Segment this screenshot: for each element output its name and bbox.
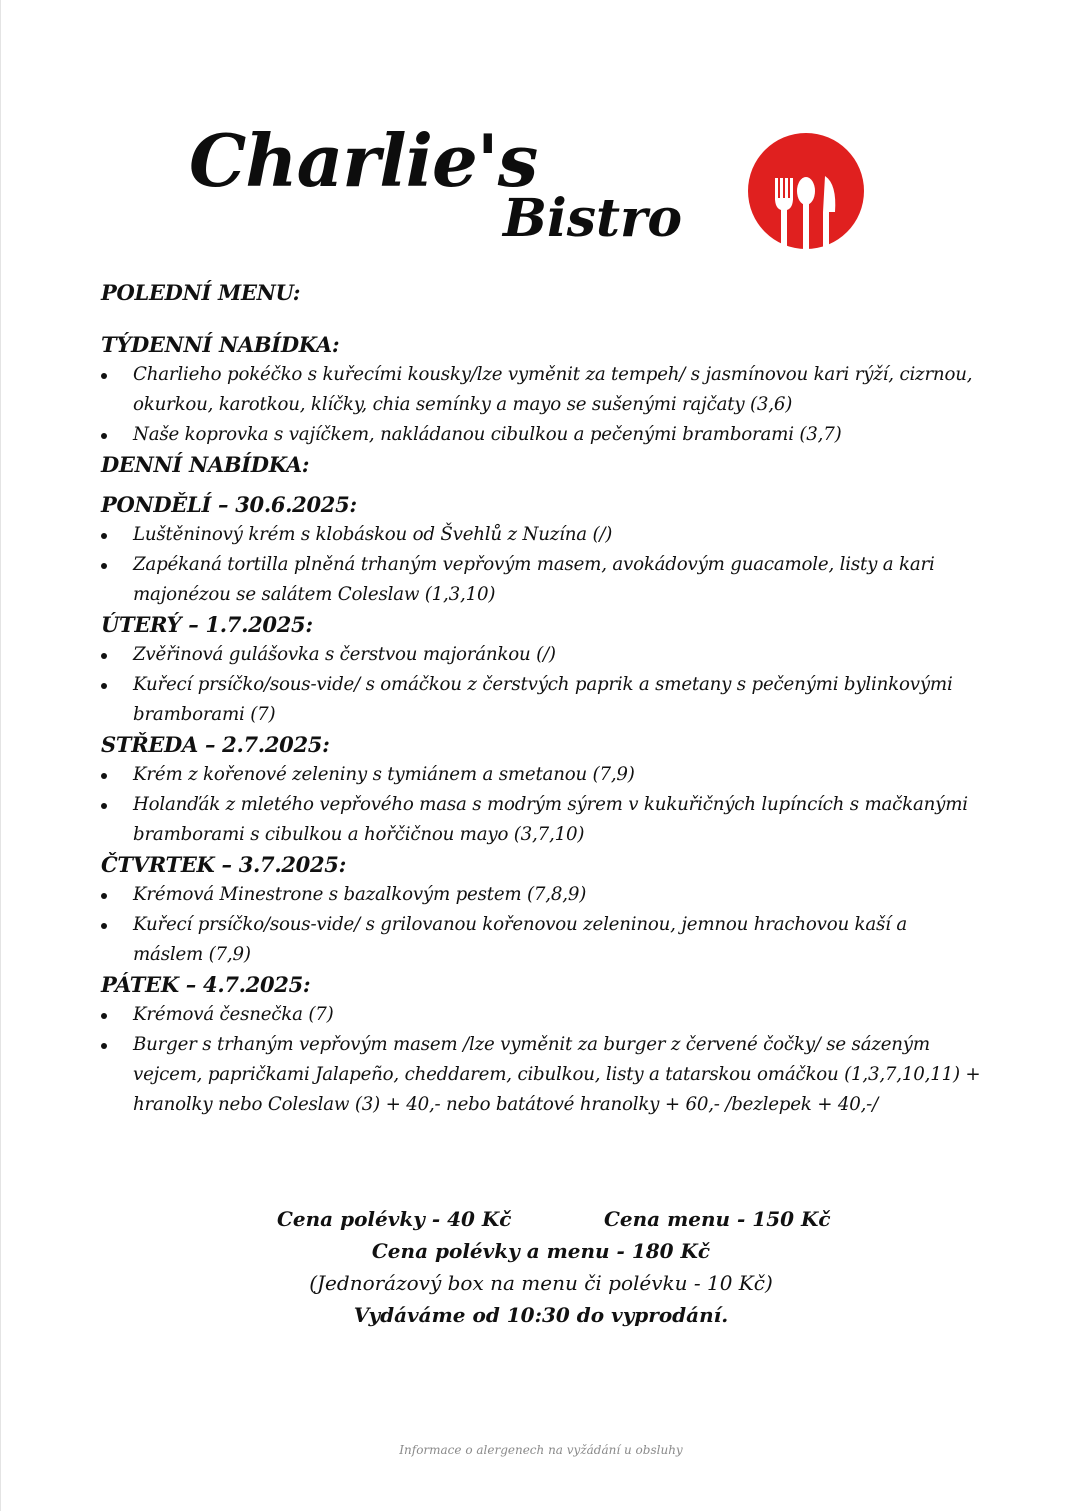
soup-price: Cena polévky - 40 Kč (277, 1207, 512, 1231)
weekly-heading: TÝDENNÍ NABÍDKA: (101, 332, 340, 357)
price-block (1, 1203, 1080, 1331)
list-item: Krémová Minestrone s bazalkovým pestem (7,8,9) (101, 880, 981, 910)
serving-time: Vydáváme od 10:30 do vyprodání. (353, 1303, 729, 1327)
wednesday-list (101, 760, 981, 850)
logo-name: Charlie's (189, 118, 538, 203)
list-item: Krém z kořenové zeleniny s tymiánem a smetanou (7,9) (101, 760, 981, 790)
list-item: Holanďák z mletého vepřového masa s modrým sýrem v kukuřičných lupíncích s mačkanými bramborami s cibulkou a hořčičnou mayo (3,7,10) (101, 790, 981, 850)
list-item: Kuřecí prsíčko/sous-vide/ s omáčkou z čerstvých paprik a smetany s pečenými bylinkovými bramborami (7) (101, 670, 981, 730)
logo-subtitle: Bistro (503, 188, 683, 249)
list-item: Kuřecí prsíčko/sous-vide/ s grilovanou kořenovou zeleninou, jemnou hrachovou kaší a máslem (7,9) (101, 910, 981, 970)
daily-heading: DENNÍ NABÍDKA: (101, 452, 310, 477)
tuesday-list (101, 640, 981, 730)
monday-list (101, 520, 981, 610)
list-item: Burger s trhaným vepřovým masem /lze vyměnit za burger z červené čočky/ se sázeným vejcem, papričkami Jalapeño, cheddarem, cibulkou, listy a tatarskou omáčkou (1,3,7,10,11) + hranolky nebo Coleslaw (3) + 40,- nebo batátové hranolky + 60,- /bezlepek + 40,-/ (101, 1030, 981, 1120)
day-heading-friday: PÁTEK – 4.7.2025: (101, 972, 311, 997)
day-heading-tuesday: ÚTERÝ – 1.7.2025: (101, 612, 313, 637)
soup-and-menu-price: Cena polévky a menu - 180 Kč (371, 1239, 711, 1263)
day-heading-monday: PONDĚLÍ – 30.6.2025: (101, 492, 357, 517)
thursday-list (101, 880, 981, 970)
menu-price: Cena menu - 150 Kč (604, 1207, 831, 1231)
allergen-note: Informace o alergenech na vyžádání u obsluhy (399, 1443, 683, 1457)
list-item: Naše koprovka s vajíčkem, nakládanou cibulkou a pečenými bramborami (3,7) (101, 420, 981, 450)
menu-content (101, 278, 981, 1120)
box-price-note: (Jednorázový box na menu či polévku - 10 Kč) (309, 1271, 773, 1295)
list-item: Zvěřinová gulášovka s čerstvou majoránkou (/) (101, 640, 981, 670)
friday-list (101, 1000, 981, 1120)
menu-title: POLEDNÍ MENU: (101, 280, 301, 305)
day-heading-wednesday: STŘEDA – 2.7.2025: (101, 732, 330, 757)
list-item: Charlieho pokéčko s kuřecími kousky/lze vyměnit za tempeh/ s jasmínovou kari rýží, cizrnou, okurkou, karotkou, klíčky, chia semínky a mayo se sušenými rajčaty (3,6) (101, 360, 981, 420)
bistro-logo (181, 118, 701, 258)
list-item: Luštěninový krém s klobáskou od Švehlů z Nuzína (/) (101, 520, 981, 550)
list-item: Zapékaná tortilla plněná trhaným vepřovým masem, avokádovým guacamole, listy a kari majonézou se salátem Coleslaw (1,3,10) (101, 550, 981, 610)
cutlery-plate-icon (747, 132, 865, 250)
weekly-list (101, 360, 981, 450)
list-item: Krémová česnečka (7) (101, 1000, 981, 1030)
day-heading-thursday: ČTVRTEK – 3.7.2025: (101, 852, 347, 877)
